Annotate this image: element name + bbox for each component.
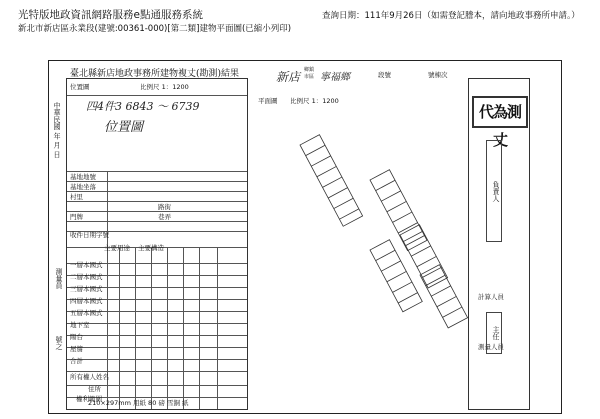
paper-spec: 210×297mm 用紙 80 磅 雪銅 紙	[88, 399, 189, 407]
floor-total: 合計	[70, 357, 83, 365]
plan-block-e	[420, 265, 468, 328]
handwritten-label: 位置圖	[104, 120, 144, 135]
surveyed-stamp: 代為測丈	[472, 96, 528, 128]
row-owner: 所有權人姓名	[70, 373, 109, 381]
plan-block-a	[300, 135, 363, 227]
plan-scale: 比例尺 1：1200	[290, 97, 339, 105]
location-label: 位置圖	[70, 83, 90, 91]
building-no-label: 號棟次	[428, 71, 448, 79]
row-land-loc: 基地坐落	[70, 183, 96, 191]
seal-top: 負責人	[486, 140, 502, 242]
seal-bottom: 主任	[486, 312, 502, 354]
side-date: 中華民國 年 月 日	[53, 102, 61, 158]
plan-label: 平面圖	[258, 97, 278, 105]
row-road: 路街	[158, 203, 171, 211]
village-handwriting: 寧福鄉	[320, 72, 350, 83]
handwritten-number: 四4件3 6843 ～ 6739	[86, 100, 200, 113]
side-surveyor: 測量員	[55, 268, 63, 289]
floor-basement: 地下室	[70, 321, 90, 329]
side-number: 號之	[55, 336, 63, 350]
district-handwriting: 新店	[276, 70, 301, 84]
section-label: 段號	[378, 71, 391, 79]
row-right-scope: 權利範圍	[76, 395, 102, 403]
floor-4: 四層本國式	[70, 297, 103, 305]
row-lane: 巷弄	[158, 213, 171, 221]
system-title: 光特版地政資訊網路服務e點通服務系統	[18, 9, 203, 21]
query-date: 查詢日期：111年9月26日（如需登記謄本，請向地政事務所申請。）	[322, 11, 580, 21]
row-door: 門牌	[70, 213, 83, 221]
floor-2: 二層本國式	[70, 273, 103, 281]
floor-5: 五層本國式	[70, 309, 103, 317]
building-address: 新北市新店區永業段(建號:00361-000)[第二類]建物平面圖(已縮小列印)	[18, 24, 292, 34]
calc-staff: 計算人員	[478, 293, 504, 301]
floor-balcony: 陽台	[70, 333, 83, 341]
floor-plan-drawing	[250, 100, 470, 400]
row-usage: 主要用途	[104, 244, 130, 252]
row-land-no: 基地地號	[70, 173, 96, 181]
document-title: 臺北縣新店地政事務所建物複丈(勘測)結果	[70, 69, 240, 79]
plan-block-c	[370, 240, 422, 312]
floor-3: 三層本國式	[70, 285, 103, 293]
location-scale: 比例尺 1：1200	[140, 83, 189, 91]
floor-eaves: 屋簷	[70, 345, 83, 353]
row-receipt: 收件日期字號	[70, 231, 109, 239]
row-village: 村里	[70, 193, 83, 201]
survey-staff: 測量人員	[478, 343, 504, 351]
floor-1: 一層本國式	[70, 261, 103, 269]
row-structure: 主要構造	[138, 244, 164, 252]
village-label: 鄉鎮 市區	[304, 67, 315, 80]
row-address: 住所	[88, 385, 101, 393]
